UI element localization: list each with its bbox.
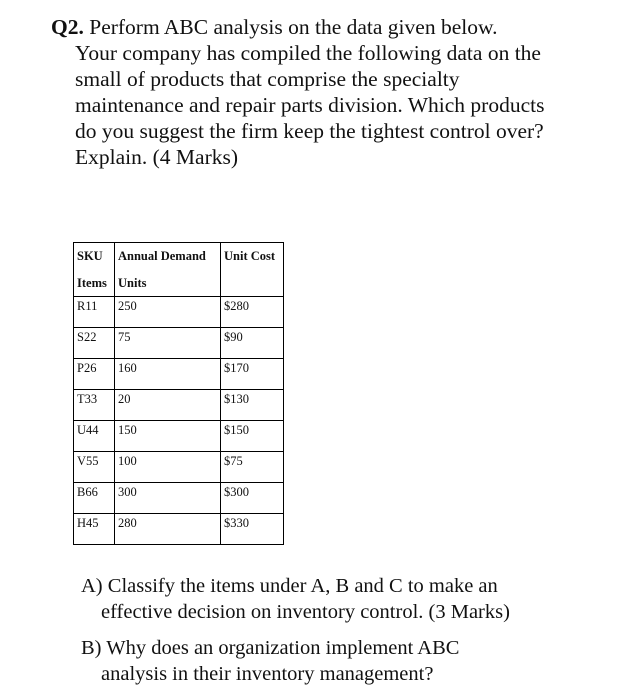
sub-question-a-line-2: effective decision on inventory control. (3 Marks) bbox=[101, 601, 510, 623]
table-row bbox=[74, 390, 284, 421]
table-row bbox=[74, 297, 284, 328]
question-line-5: do you suggest the firm keep the tightest control over? bbox=[75, 119, 544, 143]
question-line-6: Explain. (4 Marks) bbox=[75, 145, 239, 169]
demand-cell: 75 bbox=[115, 328, 221, 359]
demand-cell: 250 bbox=[115, 297, 221, 328]
header-units: Units bbox=[115, 270, 221, 297]
question-line-2: Your company has compiled the following data on the bbox=[75, 41, 541, 65]
cost-cell: $150 bbox=[221, 421, 284, 452]
sku-cell: H45 bbox=[74, 514, 115, 545]
sku-cell: B66 bbox=[74, 483, 115, 514]
sub-question-a-label: A) bbox=[81, 575, 103, 597]
demand-cell: 100 bbox=[115, 452, 221, 483]
table-header-row bbox=[74, 243, 284, 271]
sku-cell: T33 bbox=[74, 390, 115, 421]
demand-cell: 280 bbox=[115, 514, 221, 545]
table-row bbox=[74, 514, 284, 545]
sub-question-b-text-1: Why does an organization implement ABC bbox=[106, 637, 460, 659]
sub-question-b bbox=[81, 635, 621, 687]
cost-cell: $90 bbox=[221, 328, 284, 359]
sub-question-a-text-1: Classify the items under A, B and C to make an bbox=[107, 575, 498, 597]
sku-table bbox=[73, 242, 284, 545]
cost-cell: $330 bbox=[221, 514, 284, 545]
table-row bbox=[74, 483, 284, 514]
question-block bbox=[51, 14, 621, 170]
sku-cell: R11 bbox=[74, 297, 115, 328]
question-number: Q2. bbox=[51, 15, 84, 39]
sub-questions bbox=[81, 573, 621, 697]
question-text-1: Perform ABC analysis on the data given below. bbox=[89, 15, 498, 39]
header-blank bbox=[221, 270, 284, 297]
cost-cell: $280 bbox=[221, 297, 284, 328]
header-items: Items bbox=[74, 270, 115, 297]
cost-cell: $170 bbox=[221, 359, 284, 390]
header-unit-cost: Unit Cost bbox=[221, 243, 284, 271]
sku-cell: S22 bbox=[74, 328, 115, 359]
sub-question-a-line-1 bbox=[81, 573, 621, 599]
sub-question-b-line-1 bbox=[81, 635, 621, 661]
table-header-row-2 bbox=[74, 270, 284, 297]
cost-cell: $130 bbox=[221, 390, 284, 421]
cost-cell: $75 bbox=[221, 452, 284, 483]
table-row bbox=[74, 421, 284, 452]
table-row bbox=[74, 359, 284, 390]
sub-question-b-line-2: analysis in their inventory management? bbox=[101, 663, 434, 685]
sku-cell: P26 bbox=[74, 359, 115, 390]
sku-cell: V55 bbox=[74, 452, 115, 483]
cost-cell: $300 bbox=[221, 483, 284, 514]
header-annual-demand: Annual Demand bbox=[115, 243, 221, 271]
demand-cell: 160 bbox=[115, 359, 221, 390]
demand-cell: 150 bbox=[115, 421, 221, 452]
table-row bbox=[74, 452, 284, 483]
demand-cell: 300 bbox=[115, 483, 221, 514]
sku-cell: U44 bbox=[74, 421, 115, 452]
question-line-3: small of products that comprise the specialty bbox=[75, 67, 460, 91]
header-sku: SKU bbox=[74, 243, 115, 271]
question-line-1 bbox=[51, 14, 621, 40]
sub-question-b-label: B) bbox=[81, 637, 102, 659]
table-row bbox=[74, 328, 284, 359]
demand-cell: 20 bbox=[115, 390, 221, 421]
question-line-4: maintenance and repair parts division. Which products bbox=[75, 93, 545, 117]
sub-question-a bbox=[81, 573, 621, 625]
